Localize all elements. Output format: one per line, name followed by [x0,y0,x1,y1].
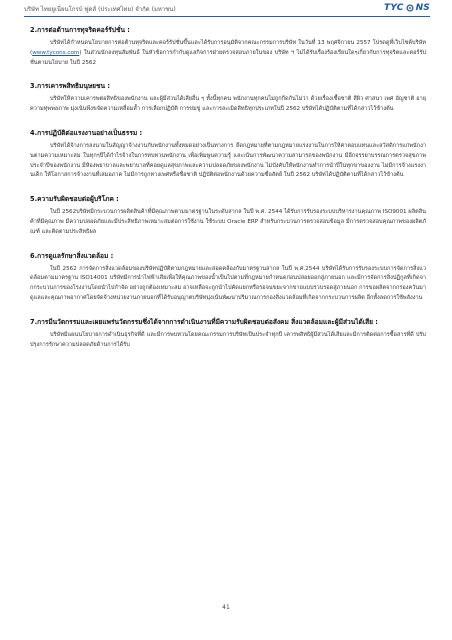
section-title: 5.ความรับผิดชอบต่อผู้บริโภค : [30,195,119,204]
header-company-name: บริษัท ไทยยูเนี่ยนโกรบ์ ฟูดส์ (ประเทศไทย) จำกัด (มหาชน) [24,6,176,13]
section-title: 4.การปฏิบัติต่อแรงงานอย่างเป็นธรรม : [30,128,143,137]
logo-text-suffix: NS [415,3,430,13]
section-title: 3.การเคารพสิทธิมนุษยชน : [30,82,110,91]
logo-text: TYC [384,3,404,13]
page-header [0,0,452,20]
section-paragraph: ในปี 2562บริษัทมีกระบวนการผลิตสินค้าที่มีคุณภาพตามมาตรฐานในระดับสากล ในปี พ.ศ. 2544 ได้รับการรับรองระบบบริหารงานคุณภาพ ISO9001 ผลิตสินค้าที่มีคุณภาพ มีความปลอดภัยและมีประสิทธิภาพเหมาะสมต่อการใช้งาน ใช้ระบบ Oracle ERP สำหรับกระบวนการตรวจสอบข้อมูล มีการตรวจสอบคุณภาพของผลิตภัณฑ์ และติดตามประสิทธิผล [30,209,426,235]
section-consumer-responsibility [30,195,426,237]
logo-gear-icon [406,4,414,12]
section-fair-labor [30,129,426,181]
section-innovation [30,318,426,351]
company-logo [384,2,430,14]
section-paragraph: บริษัทให้ความเคารพต่อสิทธิของพนักงาน และผู้มีส่วนได้เสียอื่น ๆ ทั้งนี้ทุกคน พนักงานทุกคนไม่ถูกกีดกันไม่ว่า ด้วยเรื่องเชื้อชาติ สีผิว ศาสนา เพศ อัญชาติ อายุ ความทุพพลภาพ มุ่งเน้นพึงขจัดความเหลื่อมล้ำ การเลือกปฏิบัติ การข่มขู่ และการละเมิดสิทธิทุกประเภทในปี 2562 บริษัทได้ปฏิบัติตามที่ได้กล่าวไว้ข้างต้น [30,96,426,113]
paragraph-text: บริษัทได้กำหนดนโยบายการต่อต้านทุจริตและคอร์รัปชั่นขึ้นและได้รับการอนุมัติจากคณะกรรมการบริษัท ในวันที่ 13 พฤศจิกายน 2557 โปรดดูที่เว็บไซต์บริษัท ( [30,40,426,56]
section-paragraph: บริษัทได้จ้างการลงนามในสัญญาจ้างงานกับพนักงานทั้งหมดอย่างเป็นทางการ ยึดกฎหมายที่ตามกฎหมายแรงงานในการให้ค่าตอบแทนและสวัสดิการแก่พนักงานตามความเหมาะสม ในทุกๆปีได้กำไรจ้างในการทบทวนพนักงาน เพื่อเพิ่มพูนความรู้ และเน้นการพัฒนาความสามารถของพนักงาน มีอีกจรรยาบรรณการตรวจสุขภาพประจำปีของพนักงาน มีห้องพยาบาลและพยาบาลที่คอยดูแลสุขภาพและความปลอดภัยของพนักงาน ไม่บังคับให้พนักงานทำการนำปีในทุกขาของงาน ไม่มีการจ้างแรงงานเด็ก ให้โอกาสการจ้างงานที่เสมอภาค ไม่มีการถูกทางเพศหรือชื่อชาติ ปฏิบัติต่อพนักงานด้วยความซื่อสัตย์ ในปี 2562 บริษัทได้ปฏิบัติตามที่ได้กล่าวไว้ข้างต้น [30,142,426,179]
section-title: 2.การต่อต้านการทุจริตคอร์รัปชั่น : [30,26,130,34]
section-title: 6.การดูแลรักษาสิ่งแวดล้อม : [30,251,114,260]
section-paragraph: บริษัทมีแผนนโยบายการดำเนินธุรกิจที่ดี และมีการพบทวนโดยคณะกรรมการบริษัทเป็นประจำทุกปี เคารพสิทธิผู้มีส่วนได้เสียและมีการติดต่อการซื้อสารที่ดี ปรับปรุงการรักษาความปลอดภัยด้านการได้รับ [30,331,426,348]
website-link[interactable]: www.tycons.com [32,49,80,56]
section-environment [30,252,426,304]
paragraph-text: ) ในส่วนนักลงทุนสัมพันธ์ ในหัวข้อการกำกับดูแลกิจการฝ่ายตรวจสอบภายในของ บริษัท ฯ ไม่ได้รับเรื่องร้องเรียนใดๆเกี่ยวกับการทุจริตและคอร์รัปชั่นตามนโยบาย ในปี 2562 [30,49,426,66]
section-paragraph: ในปี 2562 การจัดการสิ่งแวดล้อมของบริษัทปฏิบัติตามกฎหมายและสอดคล้องกับมาตรฐานสากล ในปี พ.ศ.2544 บริษัทได้รับการรับรองระบบการจัดการสิ่งแวดล้อมตามมาตรฐาน ISO14001 บริษัทมีการนำไฟฟ้าเสียเพื่อให้คุณภาพของน้ำเป็นไปตามที่กฎหมายกำหนดก่อนปล่อยออกสู่ภายนอก และมีการจัดการสิ่งปฏิกูลที่เกิดจากกระบวนการของโรงงานโดยนำไปกำจัด อย่างถูกต้องเหมาะสม อาจเหลือจะถูกนำไปคัดแยกหรือรอจนขยะจากขายแบบรวบรอดสู่ภายนอก การขอผลิตจากกรองควันมาดูแลและคุณภาพอากาศโดยจัดจ้างหน่วยงานภายนอกที่ได้รับอนุญาตบริษัทมุ่งเน้นพัฒนาปริมาณการกองสิ่งแวดล้อมที่เกิดจากกระบวนการผลิต อีกทั้งลดการใช้พลังงาน [30,265,426,301]
section-paragraph [30,39,426,68]
section-title: 7.การมีนวัตกรรมและเผยแพร่นวัตกรรมซึ่งได้จากการดำเนินงานที่มีความรับผิดชอบต่อสังคม สิ่งแวดล้อมและผู้มีส่วนได้เสีย : [30,317,378,326]
document-body [30,26,426,364]
section-anti-corruption [30,26,426,68]
page-number: 41 [222,604,230,611]
section-human-rights [30,82,426,115]
header-divider [24,16,430,17]
